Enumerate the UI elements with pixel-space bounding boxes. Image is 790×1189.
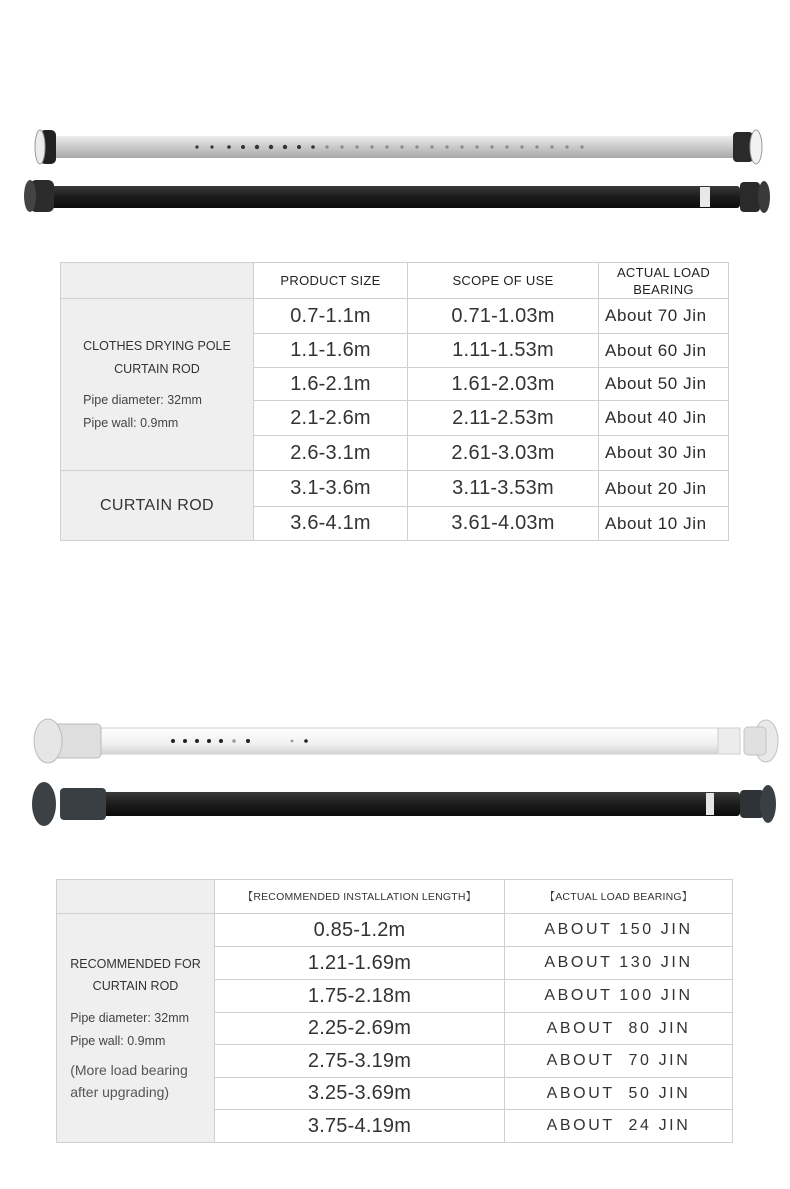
table2-load: ABOUT 50 JIN: [505, 1078, 733, 1110]
table2-load: ABOUT 150 JIN: [505, 914, 733, 947]
table2-header-load: 【ACTUAL LOAD BEARING】: [505, 880, 733, 914]
table2-group-label: [57, 914, 215, 1143]
table1-load: About 70 Jin: [599, 299, 729, 334]
table1-load: About 50 Jin: [599, 368, 729, 401]
table1-group1-label: [61, 299, 254, 471]
group-title-line2: CURTAIN ROD: [92, 979, 179, 993]
table2-load: ABOUT 100 JIN: [505, 980, 733, 1013]
table1-scope: 3.61-4.03m: [408, 507, 599, 541]
spec-table-2: [56, 879, 733, 1143]
group1-title-line1: CLOTHES DRYING POLE: [83, 338, 231, 353]
table1-scope: 3.11-3.53m: [408, 471, 599, 507]
table1-load: About 10 Jin: [599, 507, 729, 541]
table2-length: 3.25-3.69m: [215, 1078, 505, 1110]
table1-size: 3.1-3.6m: [254, 471, 408, 507]
table2-load: ABOUT 24 JIN: [505, 1110, 733, 1143]
table2-load: ABOUT 80 JIN: [505, 1013, 733, 1045]
table1-corner: [61, 263, 254, 299]
table1-size: 0.7-1.1m: [254, 299, 408, 334]
table1-size: 3.6-4.1m: [254, 507, 408, 541]
table1-header-row: [61, 263, 729, 299]
table2-length: 2.75-3.19m: [215, 1045, 505, 1078]
table1-load: About 60 Jin: [599, 334, 729, 368]
table2-length: 2.25-2.69m: [215, 1013, 505, 1045]
table1-header-load-line1: ACTUAL LOAD: [616, 264, 711, 280]
table-row: [57, 914, 733, 947]
table2-load: ABOUT 130 JIN: [505, 947, 733, 980]
spec-table-1: [60, 262, 729, 541]
table1-scope: 2.61-3.03m: [408, 436, 599, 471]
table1-scope: 2.11-2.53m: [408, 401, 599, 436]
table2-length: 1.21-1.69m: [215, 947, 505, 980]
table-row: [61, 299, 729, 334]
table1-header-scope: SCOPE OF USE: [408, 263, 599, 299]
rod-image-top: [0, 120, 790, 220]
table1-size: 2.1-2.6m: [254, 401, 408, 436]
table1-header-load-line2: BEARING: [633, 281, 694, 297]
table2-load: ABOUT 70 JIN: [505, 1045, 733, 1078]
table2-header-row: [57, 880, 733, 914]
rod-image-bottom: [0, 710, 790, 835]
table1-size: 2.6-3.1m: [254, 436, 408, 471]
table1-header-load: [599, 263, 729, 299]
group-note-line1: (More load bearing: [70, 1062, 188, 1078]
table1-header-product-size: PRODUCT SIZE: [254, 263, 408, 299]
table2-length: 0.85-1.2m: [215, 914, 505, 947]
table1-group2-label: CURTAIN ROD: [61, 471, 254, 541]
group-note-line2: after upgrading): [70, 1084, 170, 1100]
table2-length: 3.75-4.19m: [215, 1110, 505, 1143]
table1-load: About 30 Jin: [599, 436, 729, 471]
group-title-line1: RECOMMENDED FOR: [70, 957, 201, 971]
table1-load: About 20 Jin: [599, 471, 729, 507]
table1-size: 1.1-1.6m: [254, 334, 408, 368]
table-row: [61, 471, 729, 507]
table1-size: 1.6-2.1m: [254, 368, 408, 401]
group-pipe-diameter: Pipe diameter: 32mm: [70, 1011, 190, 1025]
table2-corner: [57, 880, 215, 914]
table1-scope: 0.71-1.03m: [408, 299, 599, 334]
table2-length: 1.75-2.18m: [215, 980, 505, 1013]
group1-title-line2: CURTAIN ROD: [114, 361, 200, 376]
group-pipe-wall: Pipe wall: 0.9mm: [70, 1034, 166, 1048]
table1-load: About 40 Jin: [599, 401, 729, 436]
table1-scope: 1.61-2.03m: [408, 368, 599, 401]
group1-pipe-wall: Pipe wall: 0.9mm: [83, 415, 179, 430]
table1-scope: 1.11-1.53m: [408, 334, 599, 368]
table2-header-length: 【RECOMMENDED INSTALLATION LENGTH】: [215, 880, 505, 914]
group1-pipe-diameter: Pipe diameter: 32mm: [83, 392, 202, 407]
